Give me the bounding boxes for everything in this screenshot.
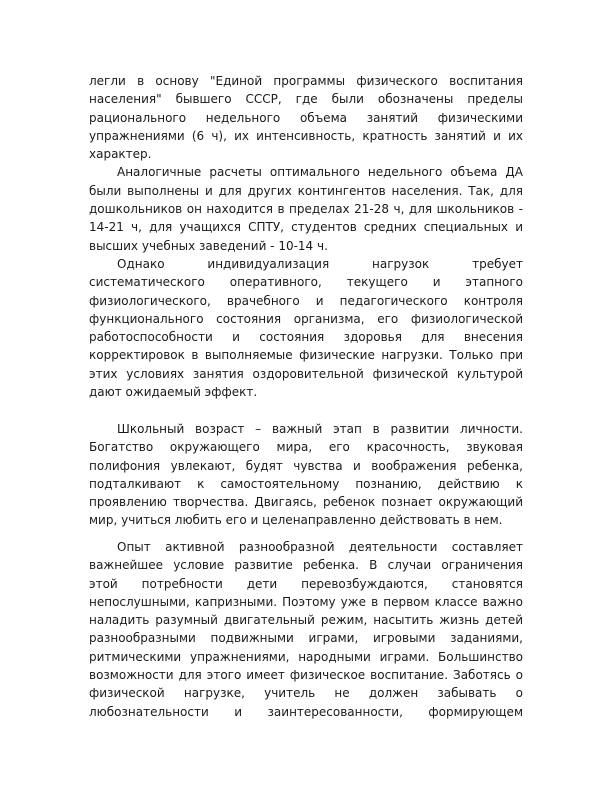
text-line: дошкольников он находится в пределах 21-28 ч, для школьников - [89,202,523,217]
text-line: важнейшее условие развитие ребенка. В случаи ограничения [89,558,523,573]
text-line: полифония увлекают, будят чувства и воображения ребенка, [89,458,523,473]
text-line: 14-21 ч, для учащихся СПТУ, студентов средних специальных и [89,220,523,235]
text-line: упражнениями (6 ч), их интенсивность, кратность занятий и их [89,128,523,143]
text-line: мир, учиться любить его и целенаправленно действовать в нем. [89,513,503,528]
text-line: функционального состояния организма, его физиологической [89,311,523,326]
text-line: населения" бывшего СССР, где были обозначены пределы [89,92,523,107]
text-line: подталкивают к самостоятельному познанию, действию к [89,476,523,491]
text-line: наладить разумный двигательный режим, насытить жизнь детей [89,613,523,628]
text-line: Богатство окружающего мира, его красочность, звуковая [89,440,523,455]
text-line: высших учебных заведений - 10-14 ч. [89,238,328,253]
text-line: разнообразными подвижными играми, игровыми заданиями, [89,631,523,646]
text-line: Опыт активной разнообразной деятельности составляет [117,540,523,554]
text-line: корректировок в выполняемые физические нагрузки. Только при [89,348,523,363]
text-block-bottom [89,538,523,721]
text-line: этой потребности дети перевозбуждаются, становятся [89,576,523,591]
text-line: ритмическими упражнениями, народными играми. Большинство [89,649,523,664]
text-line: любознательности и заинтересованности, формирующем [89,704,523,719]
text-line: рационального недельного объема занятий физическими [89,110,523,125]
text-block-top [89,72,523,401]
text-line: легли в основу "Единой программы физического воспитания [89,74,523,88]
text-line: работоспособности и состояния здоровья для внесения [89,330,523,345]
text-line: характер. [89,147,152,162]
text-line: физиологического, врачебного и педагогического контроля [89,293,523,308]
text-line: Школьный возраст – важный этап в развитии личности. [117,422,523,436]
text-line: возможности для этого имеет физическое воспитание. Заботясь о [89,668,523,683]
text-line: были выполнены и для других контингентов населения. Так, для [89,183,523,198]
text-line: систематического оперативного, текущего и этапного [89,275,523,290]
text-line: непослушными, капризными. Поэтому уже в первом классе важно [89,594,523,609]
text-block-middle [89,420,523,530]
text-line: Однако индивидуализация нагрузок требует [117,256,523,271]
text-line: этих условиях занятия оздоровительной физической культурой [89,366,523,381]
text-line: проявлению творчества. Двигаясь, ребенок познает окружающий [89,495,523,510]
text-line: Аналогичные расчеты оптимального недельного объема ДА [117,165,523,180]
text-line: физической нагрузке, учитель не должен забывать о [89,686,523,701]
text-line: дают ожидаемый эффект. [89,385,258,400]
